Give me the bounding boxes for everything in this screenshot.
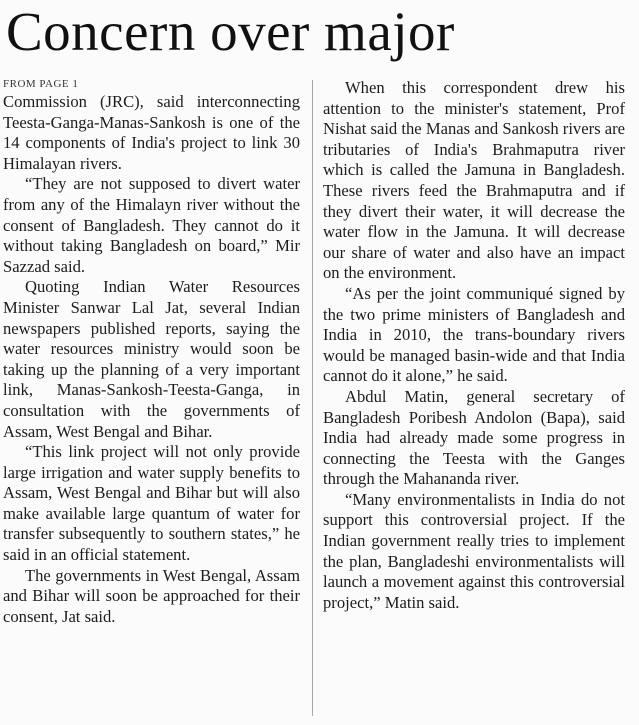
continuation-kicker: FROM PAGE 1 — [3, 78, 79, 90]
paragraph: “This link project will not only provide large irrigation and water supply benefits to Assam, West Bengal and Bihar but will also make available large quantum of water for transfer subsequently to southern states,” he said in an official statement. — [3, 442, 300, 565]
paragraph: The governments in West Bengal, Assam and Bihar will soon be approached for their consent, Jat said. — [3, 565, 300, 626]
headline: Concern over major — [6, 1, 455, 62]
paragraph: “They are not supposed to divert water from any of the Himalayn river without the consent of Bangladesh. They cannot do it without taking Bangladesh on board,” Mir Sazzad said. — [3, 174, 300, 276]
paragraph: When this correspondent drew his attention to the minister's statement, Prof Nishat said the Manas and Sankosh rivers are tributaries of India's Brahmaputra river which is called the Jamuna in Bangladesh. These rivers feed the Brahmaputra and if they divert their water, it will decrease the water flow in the Jamuna. It will decrease our share of water and also have an impact on the environment. — [323, 78, 625, 283]
column-divider — [312, 80, 313, 716]
paragraph: Commission (JRC), said interconnecting Teesta-Ganga-Manas-Sankosh is one of the 14 components of India's project to link 30 Himalayan rivers. — [3, 92, 300, 173]
paragraph: Abdul Matin, general secretary of Bangladesh Poribesh Andolon (Bapa), said India had already made some progress in connecting the Teesta with the Ganges through the Mahananda river. — [323, 386, 625, 489]
right-column — [323, 78, 625, 613]
paragraph: “As per the joint communiqué signed by the two prime ministers of Bangladesh and India in 2010, the trans-boundary rivers would be managed basin-wide and that India cannot do it alone,” he said. — [323, 283, 625, 386]
paragraph: “Many environmentalists in India do not support this controversial project. If the Indian government really tries to implement the plan, Bangladeshi environmentalists will launch a movement against this controversial project,” Matin said. — [323, 489, 625, 612]
paragraph: Quoting Indian Water Resources Minister Sanwar Lal Jat, several Indian newspapers published reports, saying the water resources ministry would soon be taking up the planning of a very important link, Manas-Sankosh-Teesta-Ganga, in consultation with the governments of Assam, West Bengal and Bihar. — [3, 277, 300, 441]
left-column — [3, 78, 300, 627]
